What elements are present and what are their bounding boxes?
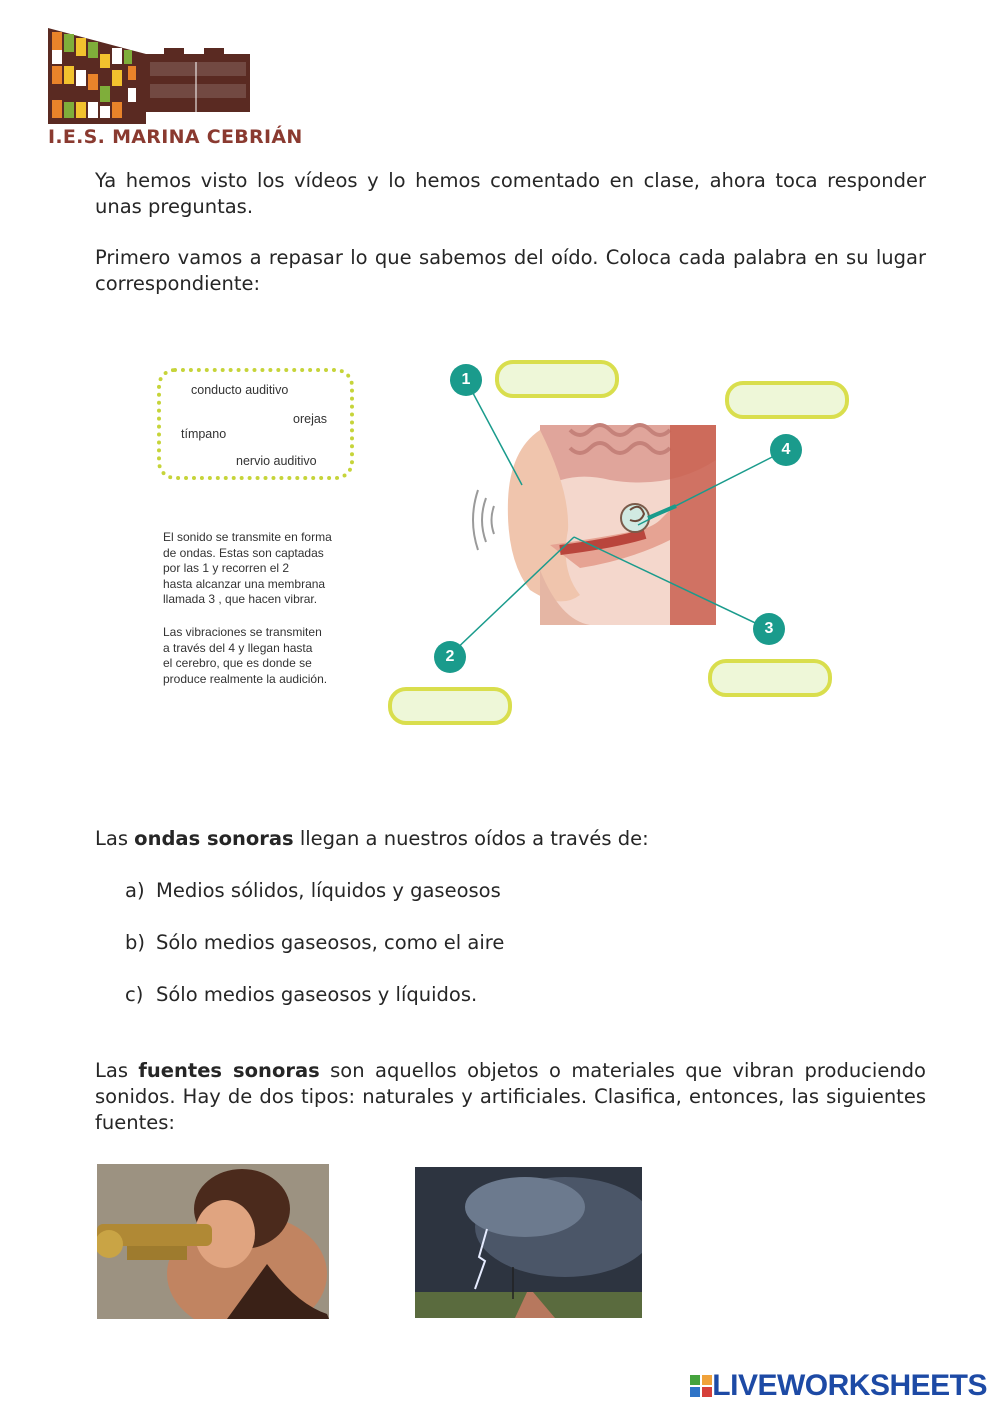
- liveworksheets-brand: [690, 1370, 987, 1402]
- question-ondas-sonoras: Las ondas sonoras llegan a nuestros oídos a través de:: [95, 827, 649, 850]
- option-c[interactable]: c) Sólo medios gaseosos y líquidos.: [125, 983, 478, 1006]
- answer-box-3[interactable]: [708, 659, 832, 697]
- liveworksheets-wordmark: LIVEWORKSHEETS: [712, 1369, 987, 1402]
- logo-building-icon: [48, 28, 250, 124]
- word-bank-item[interactable]: orejas: [293, 412, 328, 426]
- intro-paragraph-1: Ya hemos visto los vídeos y lo hemos comentado en clase, ahora toca responder unas preguntas.: [95, 169, 926, 218]
- word-bank-item[interactable]: nervio auditivo: [236, 454, 317, 468]
- label-4-badge: 4: [770, 434, 802, 466]
- explanation-text-2: Las vibraciones se transmiten a través del 4 y llegan hasta el cerebro, que es donde se produce realmente la audición.: [163, 625, 328, 686]
- label-3-badge: 3: [753, 613, 785, 645]
- word-bank-item[interactable]: tímpano: [181, 427, 227, 441]
- answer-box-4[interactable]: [725, 381, 849, 419]
- label-1-badge: 1: [450, 364, 482, 396]
- label-2-badge: 2: [434, 641, 466, 673]
- answer-box-2[interactable]: [388, 687, 512, 725]
- question-fuentes-sonoras: Las fuentes sonoras son aquellos objetos o materiales que vibran produciendo sonidos. Hay de dos tipos: naturales y artificiales. Clasifica, entonces, las siguientes fuentes:: [95, 1059, 926, 1134]
- option-a[interactable]: a) Medios sólidos, líquidos y gaseosos: [125, 879, 501, 902]
- liveworksheets-logo-icon: [690, 1375, 712, 1397]
- word-bank-item[interactable]: conducto auditivo: [191, 383, 289, 397]
- intro-paragraph-2: Primero vamos a repasar lo que sabemos del oído. Coloca cada palabra en su lugar correspondiente:: [95, 246, 926, 295]
- school-name: I.E.S. MARINA CEBRIÁN: [48, 126, 303, 148]
- trumpet-player-photo[interactable]: [97, 1164, 329, 1319]
- answer-box-1[interactable]: [495, 360, 619, 398]
- explanation-text-1: El sonido se transmite en forma de ondas. Estas son captadas por las 1 y recorren el 2 hasta alcanzar una membrana llamada 3 , que hacen vibrar.: [163, 530, 332, 606]
- school-logo: [46, 26, 256, 126]
- option-b[interactable]: b) Sólo medios gaseosos, como el aire: [125, 931, 505, 954]
- thunderstorm-photo[interactable]: [415, 1167, 642, 1318]
